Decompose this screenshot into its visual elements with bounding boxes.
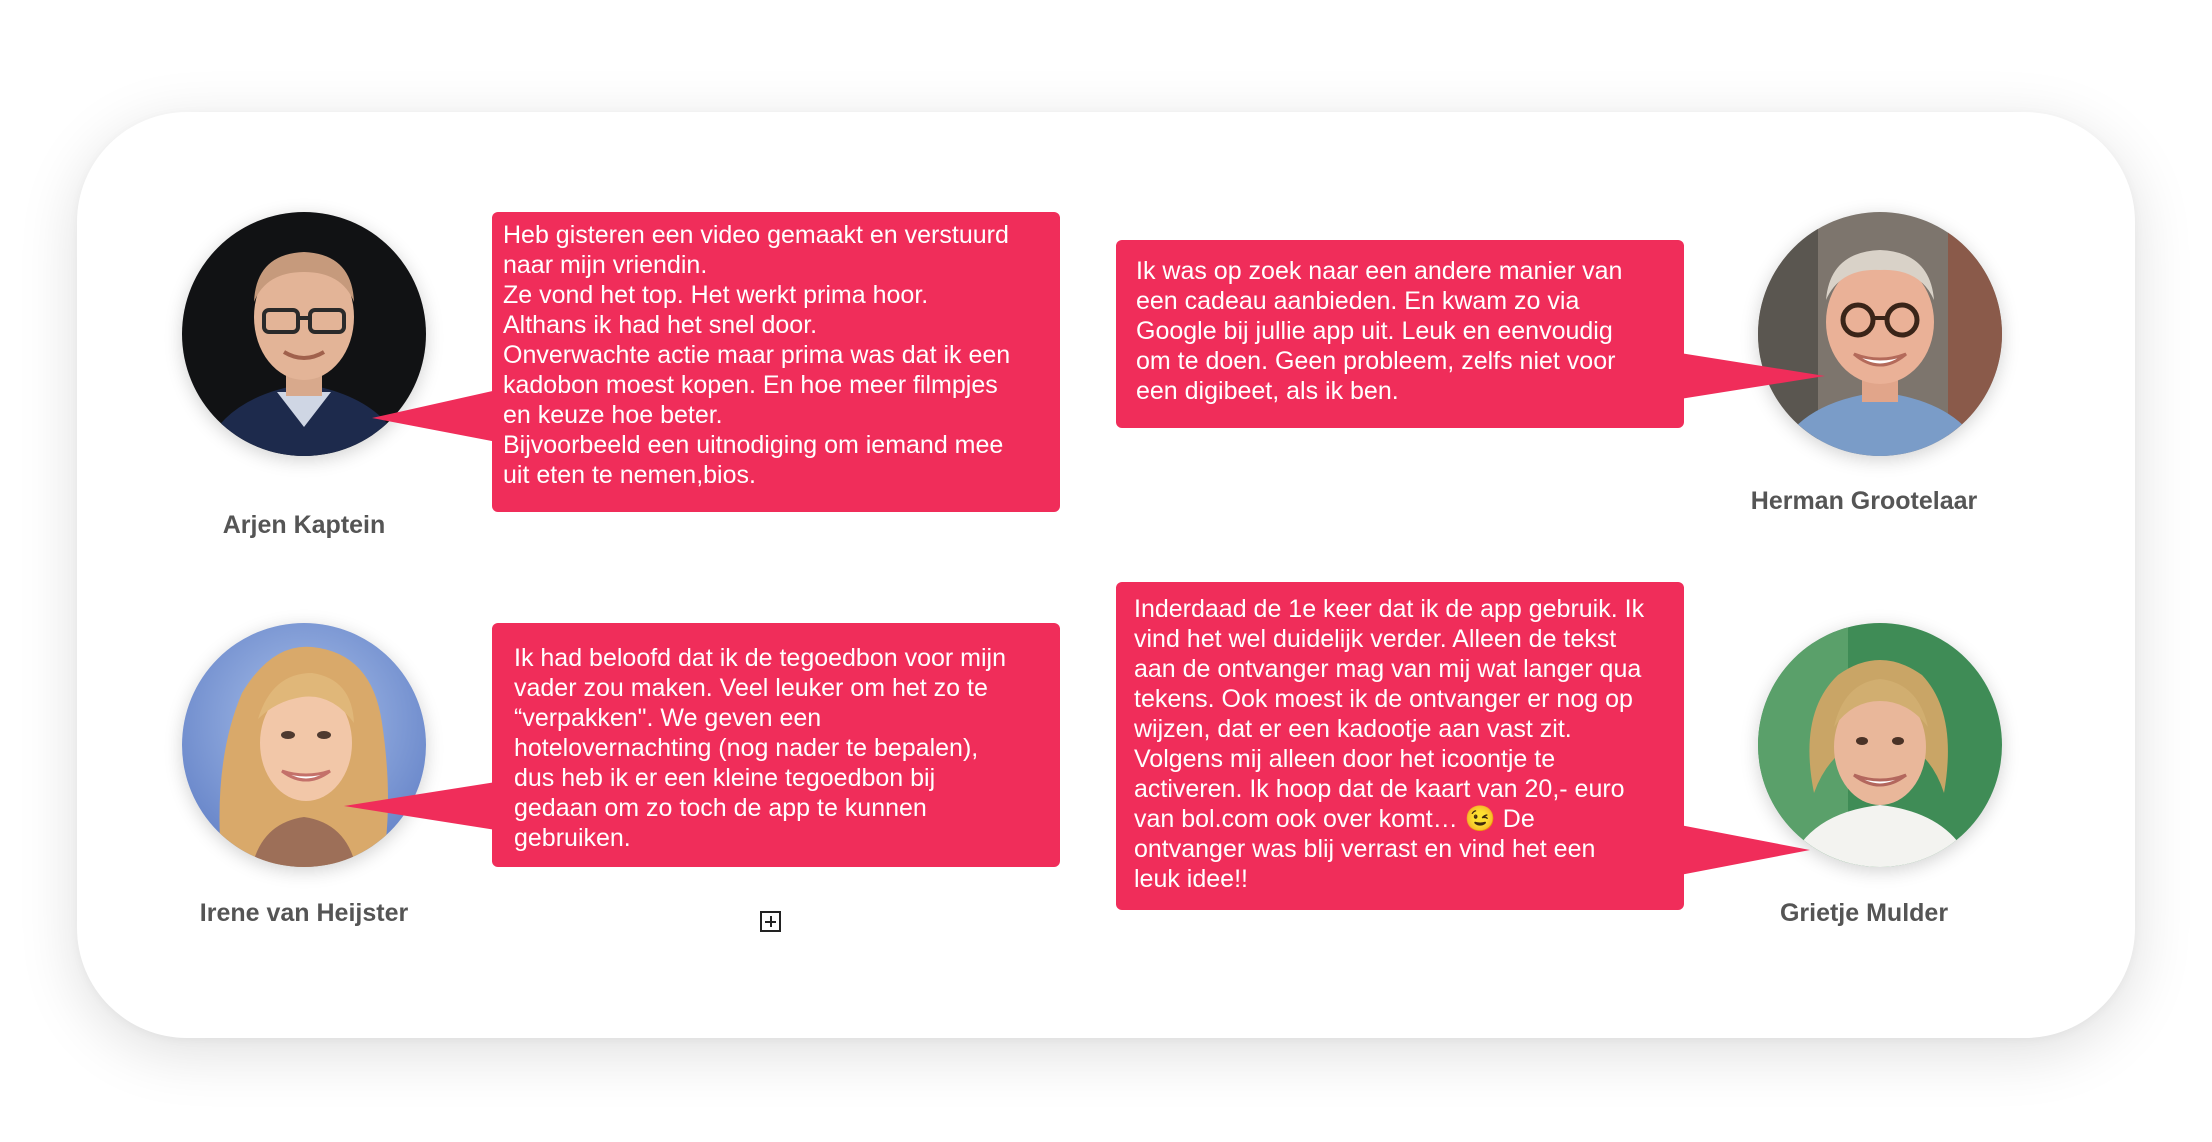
name-grietje-mulder: Grietje Mulder xyxy=(1779,899,1949,927)
testimonial-bubble-herman-grootelaar: Ik was op zoek naar een andere manier van een cadeau aanbieden. En kwam zo via Google bij jullie app uit. Leuk en eenvoudig om te doen. Geen probleem, zelfs niet voor een digibeet, als ik ben. xyxy=(1116,240,1684,428)
avatar-herman-grootelaar xyxy=(1758,212,2002,456)
bubble-tail xyxy=(1680,353,1825,399)
name-arjen-kaptein: Arjen Kaptein xyxy=(222,511,386,539)
bubble-tail xyxy=(372,390,497,442)
avatar-irene-van-heijster xyxy=(182,623,426,867)
bubble-tail xyxy=(344,782,496,830)
add-block-button[interactable] xyxy=(760,911,781,932)
portrait-photo-icon xyxy=(182,623,426,867)
testimonial-bubble-grietje-mulder: Inderdaad de 1e keer dat ik de app gebruik. Ik vind het wel duidelijk verder. Alleen de tekst aan de ontvanger mag van mij wat langer qua tekens. Ook moest ik de ontvanger er nog op wijzen, dat er een kadootje aan vast zit. Volgens mij alleen door het icoontje te activeren. Ik hoop dat de kaart van 20,- euro van bol.com ook over komt… 😉 De ontvanger was blij verrast en vind het een leuk idee!! xyxy=(1116,582,1684,910)
portrait-photo-icon xyxy=(1758,212,2002,456)
testimonial-bubble-irene-van-heijster: Ik had beloofd dat ik de tegoedbon voor mijn vader zou maken. Veel leuker om het zo te “verpakken". We geven een hotelovernachting (nog nader te bepalen), dus heb ik er een kleine tegoedbon bij gedaan om zo toch de app te kunnen gebruiken. xyxy=(492,623,1060,867)
testimonial-bubble-arjen-kaptein: Heb gisteren een video gemaakt en verstuurd naar mijn vriendin. Ze vond het top. Het werkt prima hoor. Althans ik had het snel door. Onverwachte actie maar prima was dat ik een kadobon moest kopen. En hoe meer filmpjes en keuze hoe beter. Bijvoorbeeld een uitnodiging om iemand mee uit eten te nemen,bios. xyxy=(492,212,1060,512)
name-irene-van-heijster: Irene van Heijster xyxy=(199,899,409,927)
name-herman-grootelaar: Herman Grootelaar xyxy=(1750,487,1978,515)
bubble-tail xyxy=(1680,825,1810,875)
